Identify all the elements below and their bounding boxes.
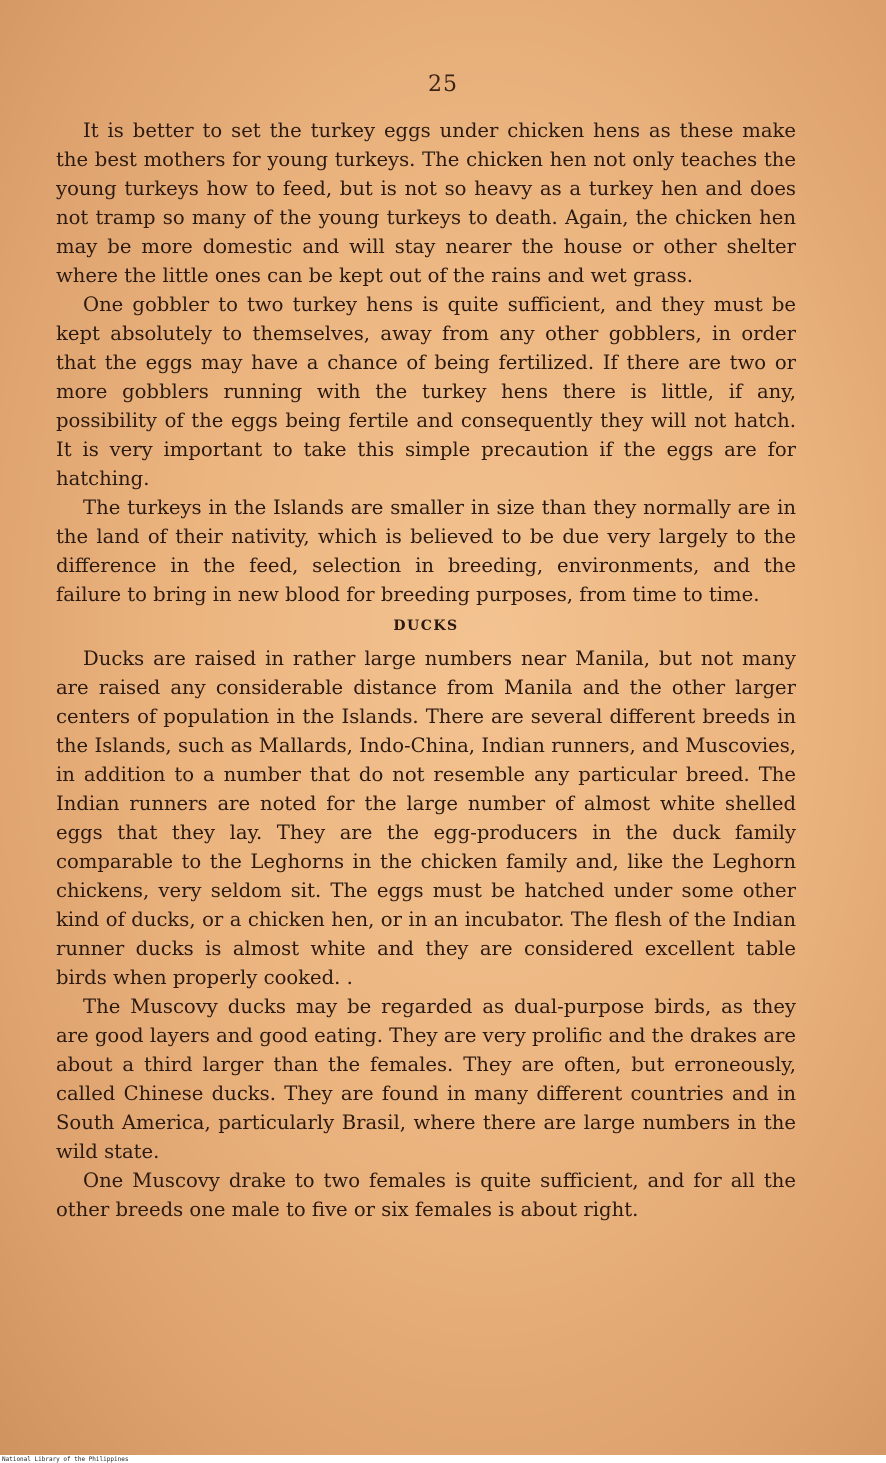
page-number: 25 <box>428 72 458 97</box>
paragraph-ducks-breeds: Ducks are raised in rather large numbers near Manila, but not many are raised any considerable distance from Manila and the other larger centers of population in the Islands. There are several different breeds in the Islands, such as Mallards, Indo-China, Indian runners, and Muscovies, in addition to a number that do not resemble any particular breed. The Indian runners are noted for the large number of almost white shelled eggs that they lay. They are the egg-producers in the duck family comparable to the Leghorns in the chicken family and, like the Leghorn chickens, very seldom sit. The eggs must be hatched under some other kind of ducks, or a chicken hen, or in an incubator. The flesh of the Indian runner ducks is almost white and they are considered excellent table birds when properly cooked. . <box>56 647 796 989</box>
paragraph-turkey-eggs: It is better to set the turkey eggs under chicken hens as these make the best mothers for young turkeys. The chicken hen not only teaches the young turkeys how to feed, but is not so heavy as a turkey hen and does not tramp so many of the young turkeys to death. Again, the chicken hen may be more domestic and will stay nearer the house or other shelter where the little ones can be kept out of the rains and wet grass. <box>56 119 796 287</box>
library-footer-label: National Library of the Philippines <box>2 1456 129 1463</box>
paragraph-muscovy-ducks: The Muscovy ducks may be regarded as dual-purpose birds, as they are good layers and good eating. They are very prolific and the drakes are about a third larger than the females. They are often, but erroneously, called Chinese ducks. They are found in many different countries and in South America, particularly Brasil, where there are large numbers in the wild state. <box>56 995 796 1163</box>
body-text <box>56 116 796 1224</box>
paragraph-turkey-size: The turkeys in the Islands are smaller in size than they normally are in the land of their nativity, which is believed to be due very largely to the difference in the feed, selection in breeding, environments, and the failure to bring in new blood for breeding purposes, from time to time. <box>56 496 796 606</box>
paragraph-gobbler-ratio: One gobbler to two turkey hens is quite sufficient, and they must be kept absolutely to themselves, away from any other gobblers, in order that the eggs may have a chance of being fertilized. If there are two or more gobblers running with the turkey hens there is little, if any, possibility of the eggs being fertile and consequently they will not hatch. It is very important to take this simple precaution if the eggs are for hatching. <box>56 293 796 490</box>
section-heading-ducks: DUCKS <box>393 618 459 634</box>
paragraph-drake-ratio: One Muscovy drake to two females is quite sufficient, and for all the other breeds one male to five or six females is about right. <box>56 1169 796 1221</box>
